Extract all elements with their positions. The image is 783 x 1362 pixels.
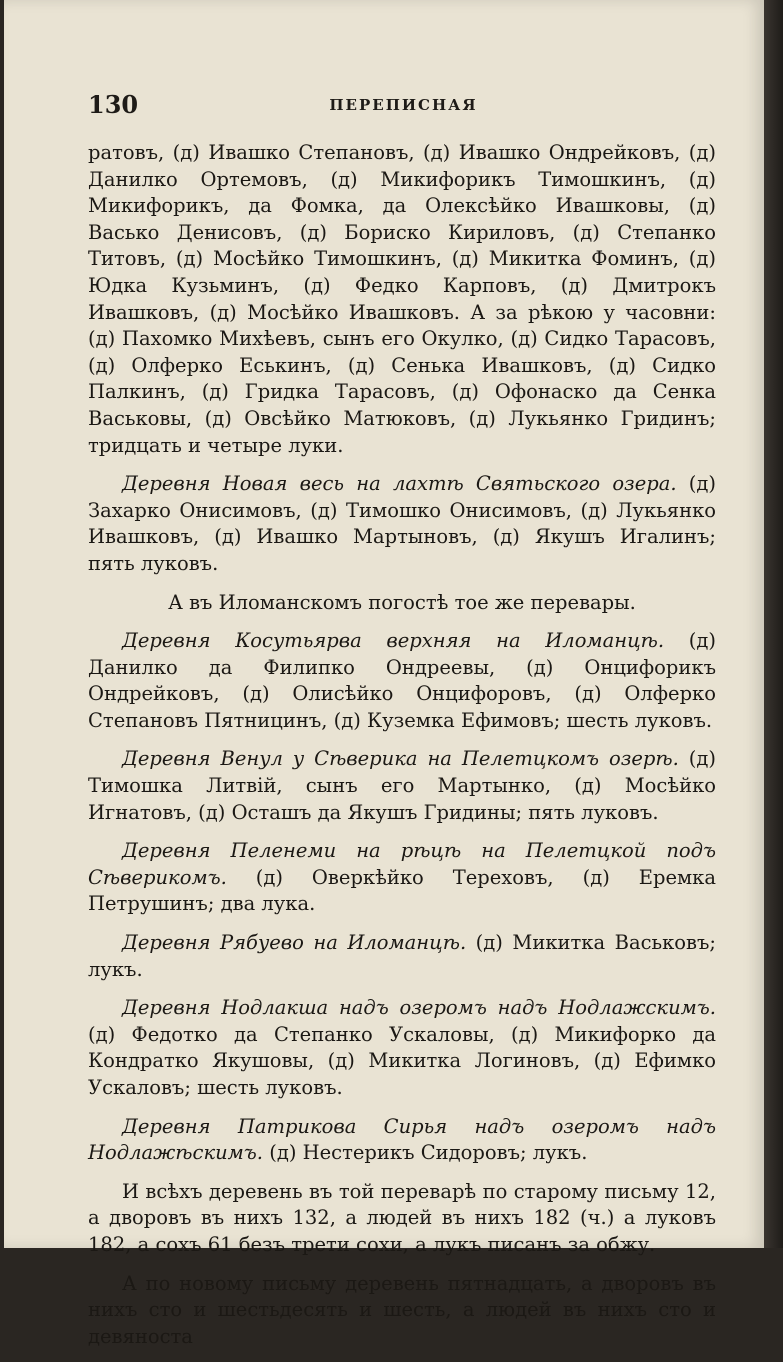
book-spine-edge: [764, 0, 783, 1248]
village-name: Деревня Новая весь на лахтѣ Святьского озера.: [122, 472, 677, 496]
village-households: (д) Оверкѣйко Тереховъ, (д) Еремка Петрушинъ; два лука.: [88, 865, 716, 916]
page-number: 130: [88, 90, 139, 119]
village-name: Деревня Косутьярва верхняя на Иломанцѣ.: [122, 629, 665, 653]
village-households: (д) Нестерикъ Сидоровъ; лукъ.: [269, 1141, 588, 1165]
village-households: (д) Данилко да Филипко Ондреевы, (д) Онцифорикъ Ондрейковъ, (д) Олисѣйко Онцифоровъ, (д) Олферко Степановъ Пятницинъ, (д) Куземка Ефимовъ; шесть луковъ.: [88, 629, 717, 732]
summary-text: И всѣхъ деревень въ той переварѣ по старому письму 12, а дворовъ въ нихъ 132, а людей въ нихъ 182 (ч.) а луковъ 182, а сохъ 61 безъ трети сохи, а лукъ писанъ за обжу.: [88, 1179, 716, 1256]
village-entry: [88, 995, 716, 1101]
paragraph-text: ратовъ, (д) Ивашко Степановъ, (д) Ивашко Ондрейковъ, (д) Данилко Ортемовъ, (д) Микифорикъ Тимошкинъ, (д) Микифорикъ, да Фомка, да Олексѣйко Ивашковы, (д) Васько Денисовъ, (д) Бориско Кириловъ, (д) Степанко Титовъ, (д) Мосѣйко Тимошкинъ, (д) Микитка Фоминъ, (д) Юдка Кузьминъ, (д) Федко Карповъ, (д) Дмитрокъ Ивашковъ, (д) Мосѣйко Ивашковъ. А за рѣкою у часовни: (д) Пахомко Михѣевъ, сынъ его Окулко, (д) Сидко Тарасовъ, (д) Олферко Еськинъ, (д) Сенька Ивашковъ, (д) Сидко Палкинъ, (д) Гридка Тарасовъ, (д) Офонаско да Сенка Васьковы, (д) Овсѣйко Матюковъ, (д) Лукьянко Гридинъ; тридцать и четыре луки.: [88, 141, 716, 457]
village-households: (д) Захарко Онисимовъ, (д) Тимошко Онисимовъ, (д) Лукьянко Ивашковъ, (д) Ивашко Мартыновъ, (д) Якушъ Игалинъ; пять луковъ.: [88, 472, 717, 575]
summary-paragraph: [88, 1179, 716, 1259]
village-name: Деревня Рябуево на Иломанцѣ.: [122, 931, 467, 955]
summary-paragraph: [88, 1271, 716, 1351]
summary-text: А по новому письму деревень пятнадцать, а дворовъ въ нихъ сто и шестьдесять и шесть, а людей въ нихъ сто и девяноста: [88, 1271, 716, 1348]
paragraph: [88, 140, 716, 459]
book-page: [4, 0, 764, 1348]
village-name: Деревня Пеленеми на рѣцѣ на Пелетцкой подъ Сѣверикомъ.: [88, 839, 716, 889]
body-text: [88, 140, 716, 1362]
village-entry: [88, 838, 716, 918]
village-entry: [88, 628, 716, 734]
section-note-text: А въ Иломанскомъ погостѣ тое же перевары.: [168, 590, 636, 614]
section-note: [88, 590, 716, 617]
page-header: [88, 90, 719, 120]
village-entry: [88, 930, 716, 983]
village-households: (д) Федотко да Степанко Ускаловы, (д) Микифорко да Кондратко Якушовы, (д) Микитка Логиновъ, (д) Ефимко Ускаловъ; шесть луковъ.: [88, 1022, 716, 1099]
running-head: ПЕРЕПИСНАЯ: [329, 96, 478, 114]
village-name: Деревня Патрикова Сирья надъ озеромъ надъ Нодлажѣскимъ.: [88, 1114, 716, 1165]
village-entry: [88, 471, 716, 577]
village-name: Деревня Нодлакша надъ озеромъ надъ Нодлажскимъ.: [122, 996, 716, 1020]
village-entry: [88, 1114, 716, 1167]
village-name: Деревня Венул у Сѣверика на Пелетцкомъ озерѣ.: [122, 747, 679, 771]
village-entry: [88, 746, 716, 826]
village-households: (д) Тимошка Литвій, сынъ его Мартынко, (д) Мосѣйко Игнатовъ, (д) Осташъ да Якушъ Гридины; пять луковъ.: [88, 747, 716, 824]
village-households: (д) Микитка Васьковъ; лукъ.: [88, 931, 716, 981]
